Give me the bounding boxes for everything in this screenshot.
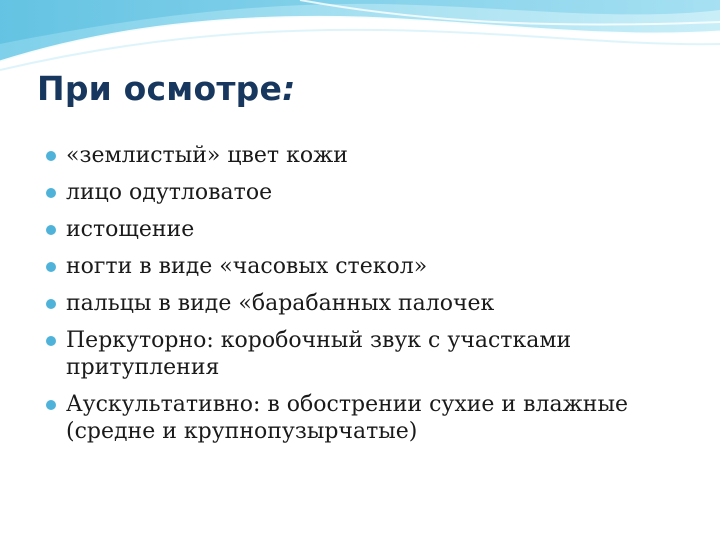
title-colon: : [282, 69, 296, 108]
bullet-icon [46, 188, 56, 198]
bullet-item [46, 327, 676, 381]
bullet-text: Перкуторно: коробочный звук с участками притупления [66, 328, 572, 380]
bullet-item [46, 216, 676, 243]
title-text: При осмотре [37, 69, 283, 108]
bullet-icon [46, 400, 56, 410]
bullet-text: «землистый» цвет кожи [66, 143, 348, 168]
bullet-icon [46, 299, 56, 309]
bullet-icon [46, 336, 56, 346]
bullet-text: Аускультативно: в обострении сухие и влажные (средне и крупнопузырчатые) [66, 392, 628, 444]
bullet-icon [46, 262, 56, 272]
bullet-item [46, 179, 676, 206]
bullet-text: пальцы в виде «барабанных палочек [66, 291, 495, 316]
bullet-text: ногти в виде «часовых стекол» [66, 254, 428, 279]
bullet-item [46, 253, 676, 280]
bullet-text: истощение [66, 217, 195, 242]
slide-title [37, 69, 296, 108]
bullet-item [46, 391, 676, 445]
bullet-item [46, 142, 676, 169]
bullet-item [46, 290, 676, 317]
bullet-icon [46, 225, 56, 235]
bullet-icon [46, 151, 56, 161]
bullet-list [46, 142, 676, 455]
bullet-text: лицо одутловатое [66, 180, 273, 205]
